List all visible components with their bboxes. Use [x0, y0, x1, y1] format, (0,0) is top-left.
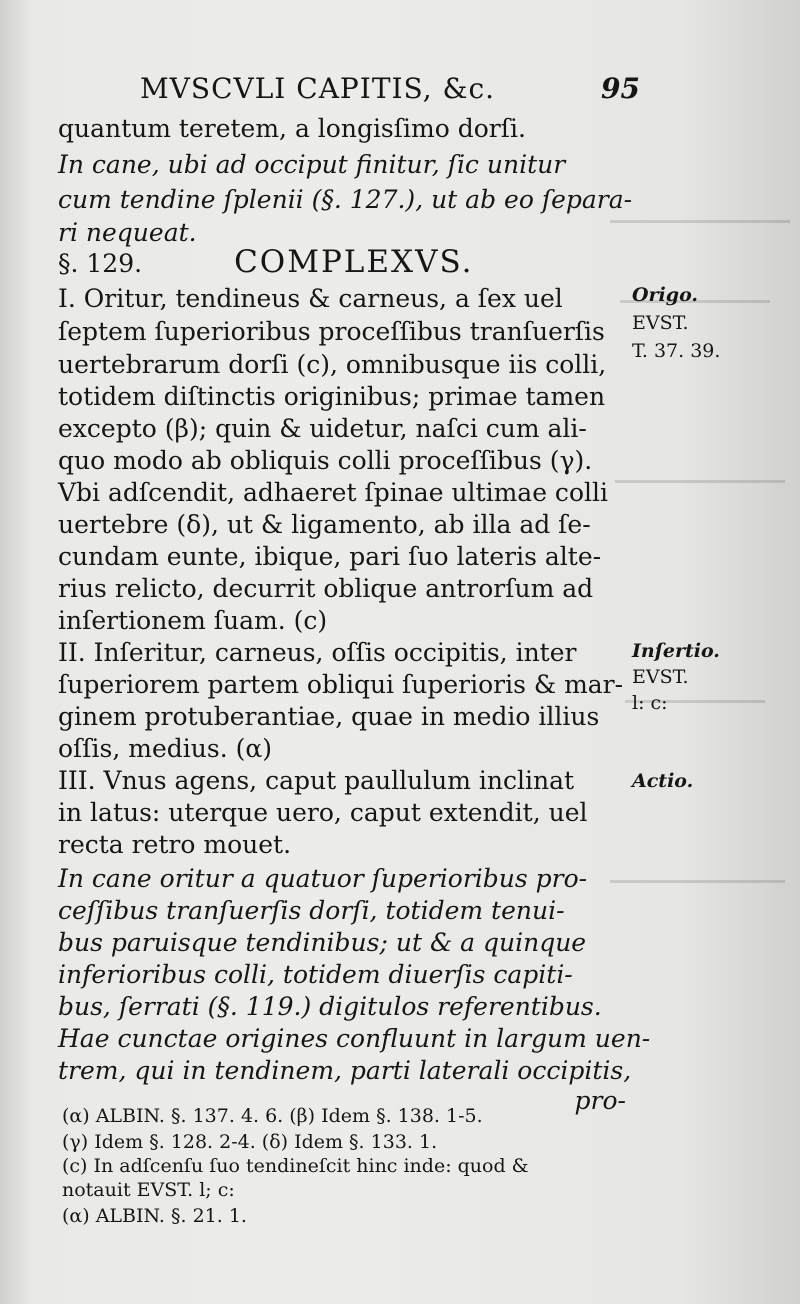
margin-note-loc-cit: l: c: — [632, 692, 668, 714]
body-line: cum tendine ſplenii (§. 127.), ut ab eo ſepara- — [58, 185, 633, 214]
body-line: Hae cunctae origines confluunt in largum uen- — [58, 1024, 651, 1053]
body-line: bus, ſerrati (§. 119.) digitulos referentibus. — [58, 992, 602, 1021]
body-line: inſertionem ſuam. (c) — [58, 606, 328, 635]
body-line: In cane, ubi ad occiput finitur, ſic unitur — [58, 150, 566, 179]
body-line: excepto (β); quin & uidetur, naſci cum ali- — [58, 414, 587, 443]
body-line: ſeptem ſuperioribus proceſſibus tranſuerſis — [58, 317, 605, 346]
margin-note-insertio: Inſertio. — [632, 640, 720, 662]
margin-note-origo: Origo. — [632, 284, 699, 306]
footnote: (α) ALBIN. §. 21. 1. — [62, 1205, 247, 1227]
margin-note-evst: EVST. — [632, 312, 689, 334]
footnote: notauit EVST. l; c: — [62, 1179, 235, 1201]
body-line: oſſis, medius. (α) — [58, 734, 272, 763]
body-line: rius relicto, decurrit oblique antrorſum ad — [58, 574, 594, 603]
body-line: cundam eunte, ibique, pari ſuo lateris alte- — [58, 542, 602, 571]
page-number: 95 — [601, 72, 640, 105]
catchword: pro- — [574, 1086, 626, 1115]
body-line: recta retro mouet. — [58, 830, 292, 859]
section-title: COMPLEXVS. — [234, 244, 474, 280]
body-line: inferioribus colli, totidem diuerſis capiti- — [58, 960, 573, 989]
margin-note-table-ref: T. 37. 39. — [632, 340, 721, 362]
running-head: MVSCVLI CAPITIS, &c. — [140, 72, 496, 105]
margin-note-actio: Actio. — [632, 770, 694, 792]
show-through-bleed — [600, 180, 800, 1080]
margin-note-evst: EVST. — [632, 666, 689, 688]
body-line: I. Oritur, tendineus & carneus, a ſex uel — [58, 284, 563, 313]
body-line: ginem protuberantiae, quae in medio illius — [58, 702, 600, 731]
section-number: §. 129. — [58, 249, 143, 278]
body-line: ceſſibus tranſuerſis dorſi, totidem tenui- — [58, 896, 565, 925]
body-line: totidem diſtinctis originibus; primae tamen — [58, 382, 606, 411]
body-line: II. Inſeritur, carneus, oſſis occipitis, inter — [58, 638, 577, 667]
body-line: uertebrarum dorſi (c), omnibusque iis colli, — [58, 350, 607, 379]
footnote: (c) In adſcenſu ſuo tendineſcit hinc inde: quod & — [62, 1155, 529, 1177]
body-line: In cane oritur a quatuor ſuperioribus pro- — [58, 864, 588, 893]
body-line: III. Vnus agens, caput paullulum inclinat — [58, 766, 575, 795]
footnote: (γ) Idem §. 128. 2-4. (δ) Idem §. 133. 1. — [62, 1131, 438, 1153]
footnote: (α) ALBIN. §. 137. 4. 6. (β) Idem §. 138. 1-5. — [62, 1105, 483, 1127]
body-line: trem, qui in tendinem, parti laterali occipitis, — [58, 1056, 632, 1085]
body-line: quo modo ab obliquis colli proceſſibus (γ). — [58, 446, 593, 475]
body-line: uertebre (δ), ut & ligamento, ab illa ad ſe- — [58, 510, 591, 539]
section-heading — [58, 244, 626, 280]
page-header — [140, 72, 640, 105]
body-line: bus paruisque tendinibus; ut & a quinque — [58, 928, 587, 957]
body-line: ſuperiorem partem obliqui ſuperioris & mar- — [58, 670, 624, 699]
body-line: in latus: uterque uero, caput extendit, uel — [58, 798, 588, 827]
body-line: ri nequeat. — [58, 218, 197, 247]
body-line: quantum teretem, a longisſimo dorſi. — [58, 114, 526, 143]
body-line: Vbi adſcendit, adhaeret ſpinae ultimae colli — [58, 478, 608, 507]
